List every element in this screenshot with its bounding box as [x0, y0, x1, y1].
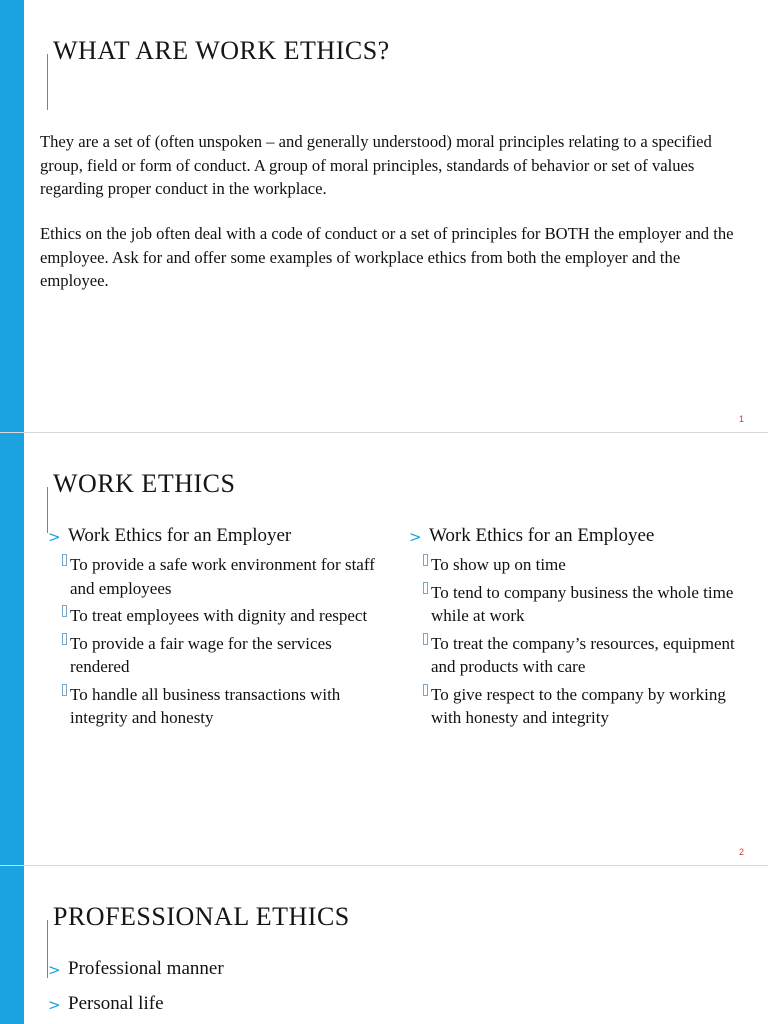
list-item [62, 553, 378, 600]
list-item [48, 523, 378, 549]
box-bullet-icon [423, 582, 428, 594]
list-item-text: Personal life [68, 993, 164, 1014]
arrow-bullet-icon: > [48, 528, 61, 546]
list-item [48, 991, 164, 1017]
list-item [48, 956, 224, 982]
list-item [423, 632, 744, 679]
box-bullet-icon [62, 554, 67, 566]
list-item-text: To provide a safe work environment for staff and employees [70, 555, 375, 598]
list-item [423, 581, 744, 628]
list-item-text: Professional manner [68, 958, 224, 979]
list-item-text: To show up on time [431, 555, 566, 574]
slide-title: PROFESSIONAL ETHICS [53, 902, 350, 931]
list-item-text: To give respect to the company by working with honesty and integrity [431, 684, 726, 727]
list-item-text: To tend to company business the whole time while at work [431, 582, 734, 625]
list-item-text: To handle all business transactions with integrity and honesty [70, 684, 341, 727]
slide-2 [0, 433, 768, 865]
box-bullet-icon [62, 605, 67, 617]
list-item [62, 604, 378, 628]
slide-1 [0, 0, 768, 432]
list-item [62, 632, 378, 679]
slide-3 [0, 866, 768, 1024]
slide-accent-bar [0, 433, 24, 865]
employee-heading: Work Ethics for an Employee [429, 525, 655, 546]
list-item [423, 683, 744, 730]
box-bullet-icon [62, 684, 67, 696]
employer-heading: Work Ethics for an Employer [68, 525, 292, 546]
list-item [62, 683, 378, 730]
list-item-text: To treat the company’s resources, equipment and products with care [431, 633, 735, 676]
arrow-bullet-icon: > [409, 528, 422, 546]
box-bullet-icon [423, 633, 428, 645]
arrow-bullet-icon: > [48, 996, 61, 1014]
slide-title: WORK ETHICS [53, 469, 236, 498]
employer-column [48, 523, 378, 734]
page-number: 1 [738, 414, 744, 424]
page-number: 2 [738, 847, 744, 857]
list-item [423, 553, 744, 577]
list-item-text: To treat employees with dignity and respect [70, 606, 368, 625]
list-item-text: To provide a fair wage for the services rendered [70, 633, 332, 676]
employee-column [409, 523, 744, 734]
arrow-bullet-icon: > [48, 961, 61, 979]
body-paragraph: They are a set of (often unspoken – and generally understood) moral principles relating to a specified group, field or form of conduct. A group of moral principles, standards of behavior or set of values regarding proper conduct in the workplace. [40, 132, 712, 198]
slide-title: WHAT ARE WORK ETHICS? [53, 36, 390, 65]
body-paragraph: Ethics on the job often deal with a code of conduct or a set of principles for BOTH the employer and the employee. Ask for and offer some examples of workplace ethics from both the employer and the employee. [40, 224, 734, 290]
box-bullet-icon [423, 554, 428, 566]
box-bullet-icon [62, 633, 67, 645]
title-accent-rule [47, 54, 48, 110]
slide-accent-bar [0, 866, 24, 1024]
list-item [409, 523, 744, 549]
slide-accent-bar [0, 0, 24, 432]
box-bullet-icon [423, 684, 428, 696]
